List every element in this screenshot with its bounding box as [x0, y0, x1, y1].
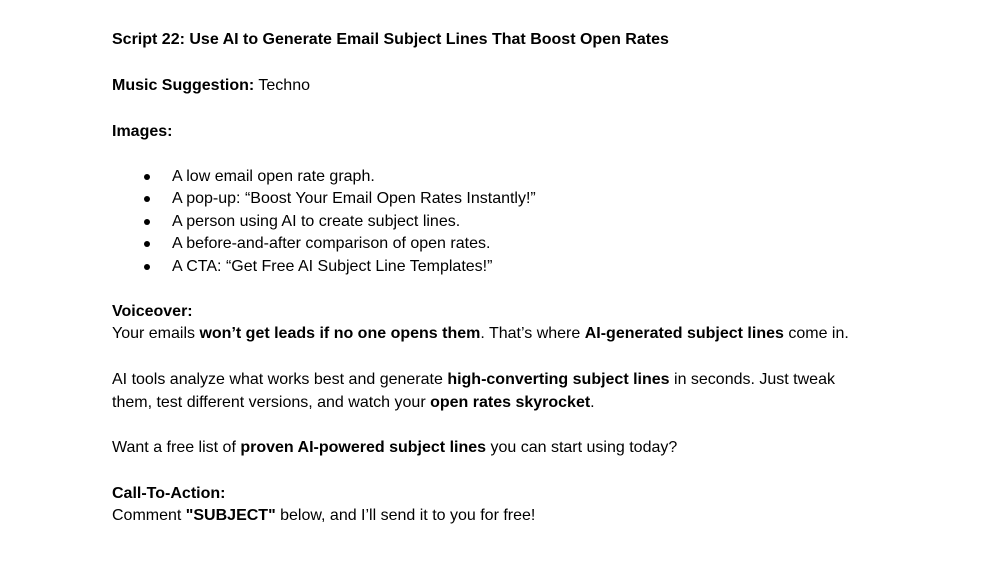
text-run: below, and I’ll send it to you for free!	[275, 507, 536, 524]
bold-run: "SUBJECT"	[185, 507, 276, 524]
bullet-icon	[144, 219, 150, 225]
cta-text	[112, 506, 535, 526]
voiceover-paragraph-3	[112, 438, 677, 458]
list-item	[142, 234, 536, 256]
list-item-text: A low email open rate graph.	[172, 168, 375, 185]
images-list	[142, 167, 536, 279]
list-item	[142, 212, 536, 234]
text-run: you can start using today?	[486, 439, 678, 456]
bullet-icon	[144, 241, 150, 247]
script-title: Script 22: Use AI to Generate Email Subject Lines That Boost Open Rates	[112, 31, 669, 48]
text-run: . That’s where	[480, 325, 585, 342]
text-run: come in.	[783, 325, 849, 342]
text-run: in seconds. Just tweak	[669, 371, 835, 388]
cta-heading: Call-To-Action:	[112, 485, 226, 502]
text-run: .	[590, 394, 595, 411]
bold-run: proven AI-powered subject lines	[240, 439, 487, 456]
voiceover-heading: Voiceover:	[112, 303, 193, 320]
bold-run: won’t get leads if no one opens them	[199, 325, 481, 342]
bold-run: AI-generated subject lines	[584, 325, 784, 342]
text-run: them, test different versions, and watch your	[112, 394, 431, 411]
list-item-text: A pop-up: “Boost Your Email Open Rates Instantly!”	[172, 190, 536, 208]
list-item-text: A CTA: “Get Free AI Subject Line Templates!”	[172, 257, 493, 275]
voiceover-paragraph-2-line-2	[112, 393, 595, 413]
music-label: Music Suggestion:	[112, 77, 255, 94]
bullet-icon	[144, 196, 150, 202]
text-run: Your emails	[112, 325, 200, 342]
bullet-icon	[144, 264, 150, 270]
voiceover-paragraph-2-line-1	[112, 370, 835, 390]
images-heading: Images:	[112, 123, 173, 140]
voiceover-paragraph-1	[112, 324, 849, 344]
text-run: Want a free list of	[112, 439, 241, 456]
list-item-text: A person using AI to create subject lines.	[172, 212, 461, 230]
list-item	[142, 167, 536, 189]
list-item-text: A before-and-after comparison of open rates.	[172, 235, 491, 253]
bold-run: open rates skyrocket	[430, 394, 591, 411]
text-run: Comment	[112, 507, 186, 524]
music-suggestion	[112, 76, 310, 96]
bold-run: high-converting subject lines	[447, 371, 670, 388]
list-item	[142, 189, 536, 211]
list-item	[142, 257, 536, 279]
music-value: Techno	[254, 77, 310, 94]
text-run: AI tools analyze what works best and generate	[112, 371, 448, 388]
bullet-icon	[144, 174, 150, 180]
